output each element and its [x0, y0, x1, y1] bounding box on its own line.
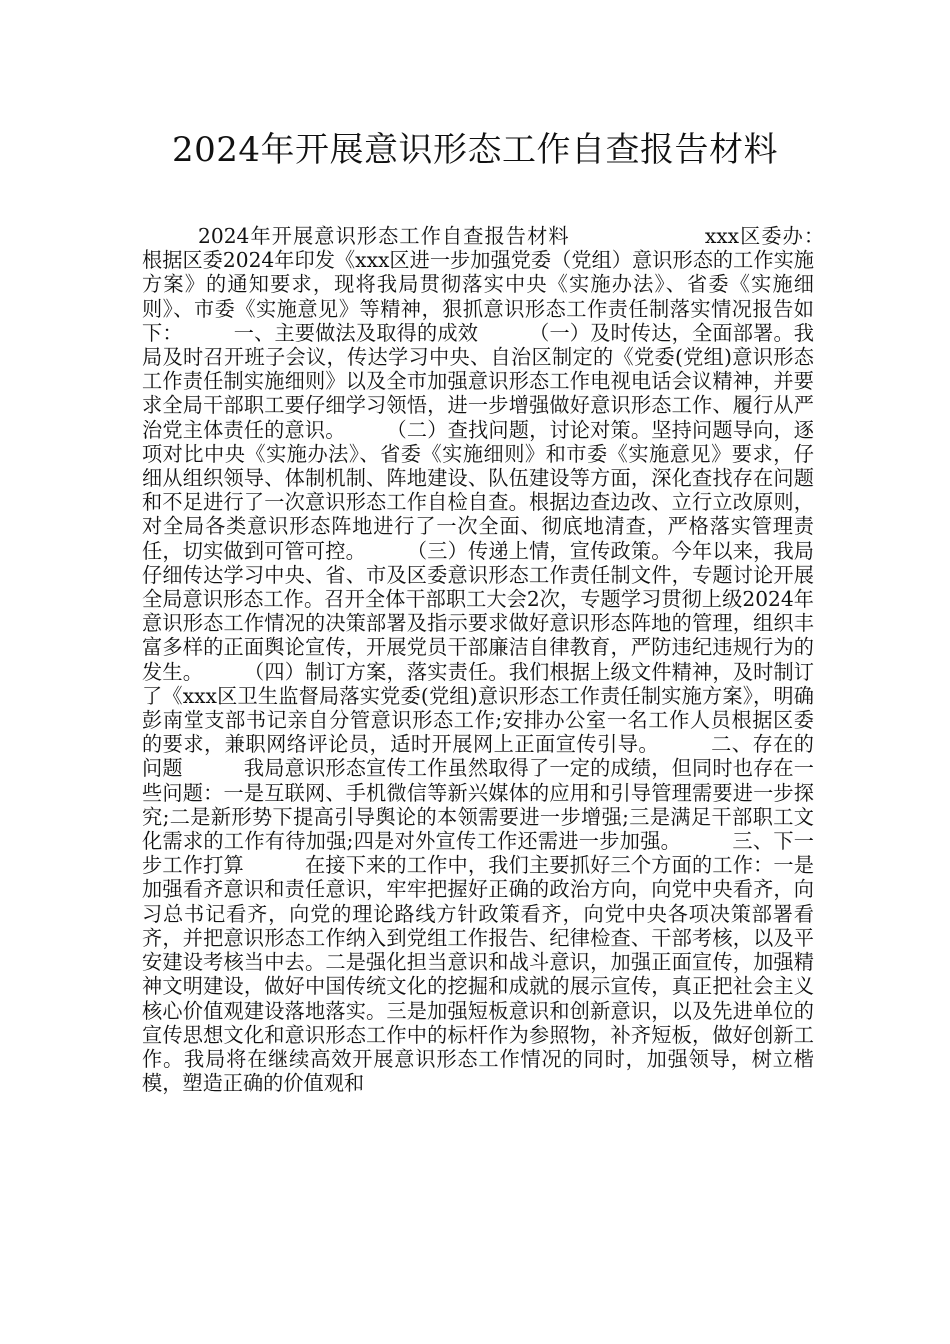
- document-title: 2024年开展意识形态工作自查报告材料: [171, 130, 779, 170]
- document-body-paragraph: 2024年开展意识形态工作自查报告材料 xxx区委办： 根据区委2024年印发《xxx区进一步加强党委（党组）意识形态的工作实施方案》的通知要求，现将我局贯彻落实中央《实施办法》、省委《实施细则》、市委《实施意见》等精神，狠抓意识形态工作责任制落实情况报告如下： 一、主要做法及取得的成效 （一）及时传达，全面部署。我局及时召开班子会议，传达学习中央、自治区制定的《党委(党组)意识形态工作责任制实施细则》以及全市加强意识形态工作电视电话会议精神，并要求全局干部职工要仔细学习领悟，进一步增强做好意识形态工作、履行从严治党主体责任的意识。 （二）查找问题，讨论对策。坚持问题导向，逐项对比中央《实施办法》、省委《实施细则》和市委《实施意见》要求，仔细从组织领导、体制机制、阵地建设、队伍建设等方面，深化查找存在问题和不足进行了一次意识形态工作自检自查。根据边查边改、立行立改原则，对全局各类意识形态阵地进行了一次全面、彻底地清查，严格落实管理责任，切实做到可管可控。 （三）传递上情，宣传政策。今年以来，我局仔细传达学习中央、省、市及区委意识形态工作责任制文件，专题讨论开展全局意识形态工作。召开全体干部职工大会2次，专题学习贯彻上级2024年意识形态工作情况的决策部署及指示要求做好意识形态阵地的管理，组织丰富多样的正面舆论宣传，开展党员干部廉洁自律教育，严防违纪违规行为的发生。 （四）制订方案，落实责任。我们根据上级文件精神，及时制订了《xxx区卫生监督局落实党委(党组)意识形态工作责任制实施方案》，明确彭南堂支部书记亲自分管意识形态工作;安排办公室一名工作人员根据区委的要求，兼职网络评论员，适时开展网上正面宣传引导。 二、存在的问题 我局意识形态宣传工作虽然取得了一定的成绩，但同时也存在一些问题：一是互联网、手机微信等新兴媒体的应用和引导管理需要进一步探究;二是新形势下提高引导舆论的本领需要进一步增强;三是满足干部职工文化需求的工作有待加强;四是对外宣传工作还需进一步加强。 三、下一步工作打算 在接下来的工作中，我们主要抓好三个方面的工作：一是加强看齐意识和责任意识，牢牢把握好正确的政治方向，向党中央看齐，向习总书记看齐，向党的理论路线方针政策看齐，向党中央各项决策部署看齐，并把意识形态工作纳入到党组工作报告、纪律检查、干部考核，以及平安建设考核当中去。二是强化担当意识和战斗意识，加强正面宣传，加强精神文明建设，做好中国传统文化的挖掘和成就的展示宣传，真正把社会主义核心价值观建设落地落实。三是加强短板意识和创新意识，以及先进单位的宣传思想文化和意识形态工作中的标杆作为参照物，补齐短板，做好创新工作。我局将在继续高效开展意识形态工作情况的同时，加强领导，树立楷模，塑造正确的价值观和: [142, 224, 855, 1096]
